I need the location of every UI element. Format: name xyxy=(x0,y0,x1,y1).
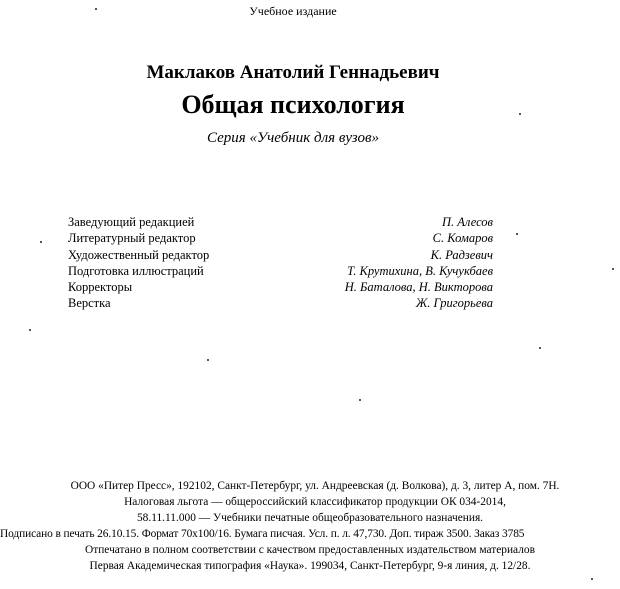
credit-person: Н. Баталова, Н. Викторова xyxy=(344,280,493,295)
credit-person: Т. Крутихина, В. Кучукбаев xyxy=(347,263,493,278)
scan-speck xyxy=(591,578,593,580)
credit-person: К. Радзевич xyxy=(430,247,493,262)
printing-house: Первая Академическая типография «Наука». 199034, Санкт-Петербург, 9-я линия, д. 12/28. xyxy=(89,560,531,572)
print-quality-note: Отпечатано в полном соответствии с качеством предоставленных издательством материалов xyxy=(85,544,535,556)
imprint-block xyxy=(0,478,620,574)
credit-role: Художественный редактор xyxy=(68,247,210,262)
book-title: Общая психология xyxy=(181,90,405,119)
scan-speck xyxy=(95,8,97,10)
credit-person: П. Алесов xyxy=(442,215,493,229)
credit-person: Ж. Григорьева xyxy=(415,296,493,311)
series-name: Серия «Учебник для вузов» xyxy=(207,130,379,146)
credit-role: Верстка xyxy=(68,296,111,311)
credit-row xyxy=(68,214,493,230)
tax-benefit-line: Налоговая льгота — общероссийский классификатор продукции ОК 034-2014, xyxy=(124,496,506,508)
credit-role: Подготовка иллюстраций xyxy=(68,263,204,278)
credit-row xyxy=(68,279,493,295)
author-name: Маклаков Анатолий Геннадьевич xyxy=(146,62,440,83)
scan-speck xyxy=(519,113,521,115)
scan-speck xyxy=(29,329,31,331)
credit-row xyxy=(68,230,493,246)
scan-speck xyxy=(612,268,614,270)
edition-type: Учебное издание xyxy=(249,4,337,18)
credit-row xyxy=(68,295,493,311)
scan-speck xyxy=(516,233,518,235)
credits-list xyxy=(68,214,493,312)
credit-row xyxy=(68,263,493,279)
credit-row xyxy=(68,247,493,263)
credit-role: Заведующий редакцией xyxy=(68,215,195,229)
publisher-address: ООО «Питер Пресс», 192102, Санкт-Петербург, ул. Андреевская (д. Волкова), д. 3, литер А, пом. 7Н. xyxy=(70,480,560,492)
print-details: Подписано в печать 26.10.15. Формат 70х100/16. Бумага писчая. Усл. п. л. 47,730. Доп. тираж 3500. Заказ 3785 xyxy=(0,528,525,540)
credit-role: Корректоры xyxy=(68,280,133,295)
scan-speck xyxy=(207,359,209,361)
credit-person: С. Комаров xyxy=(432,231,493,246)
scan-speck xyxy=(539,347,541,349)
scan-speck xyxy=(359,399,361,401)
credit-role: Литературный редактор xyxy=(68,231,196,246)
classifier-line: 58.11.11.000 — Учебники печатные общеобразовательного назначения. xyxy=(136,512,484,524)
scan-speck xyxy=(40,241,42,243)
